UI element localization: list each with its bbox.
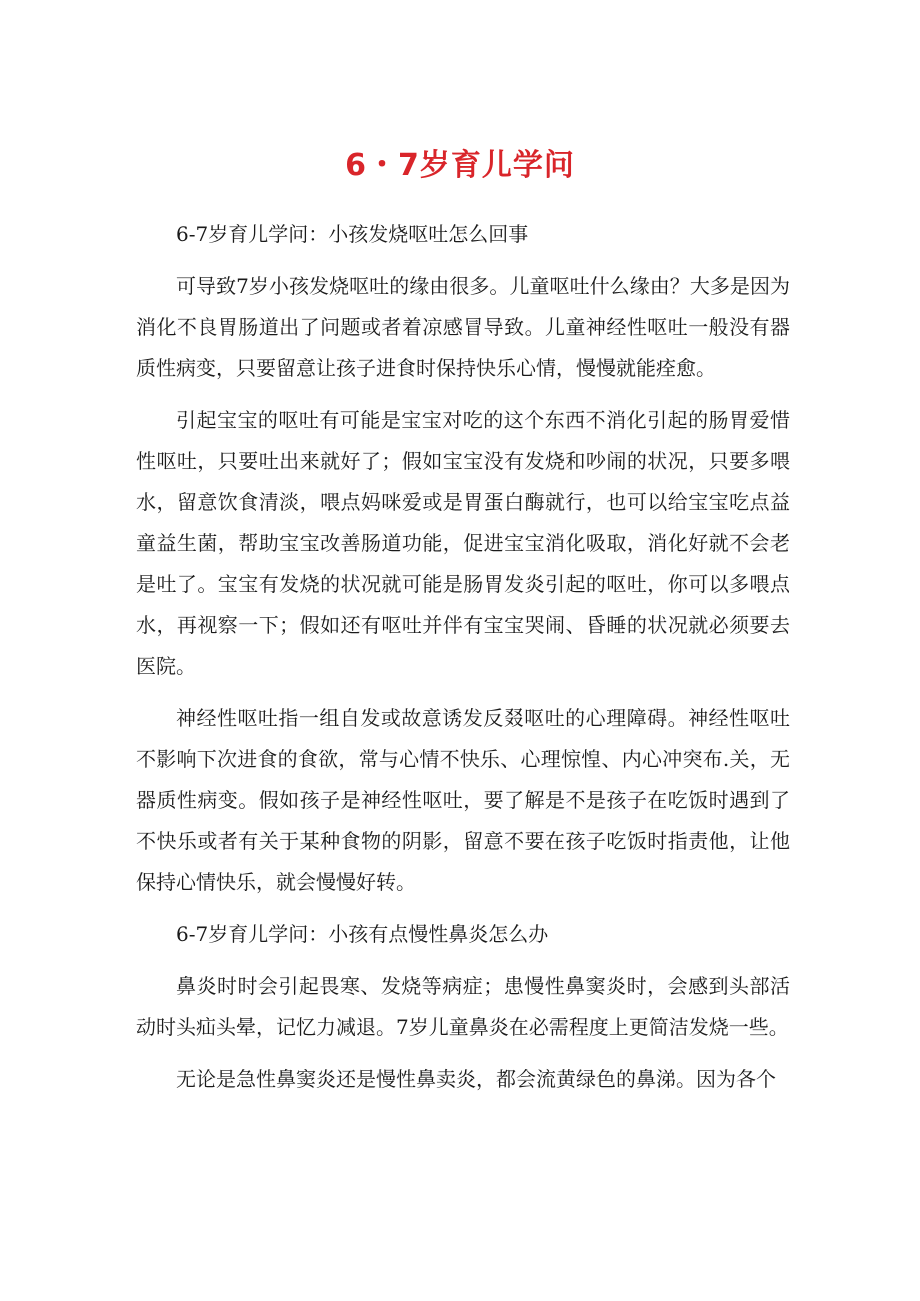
paragraph: 神经性呕吐指一组自发或故意诱发反叕呕吐的心理障碍。神经性呕吐不影响下次进食的食欲，常与心情不快乐、心理惊惶、内心冲突布.关，无器质性病变。假如孩子是神经性呕吐，要了解是不是孩子在吃饭时遇到了不快乐或者有关于某种食物的阴影，留意不要在孩子吃饭时指责他，让他保持心情快乐，就会慢慢好转。 <box>136 706 790 894</box>
page-title: 6・7岁育儿学问 <box>345 148 575 183</box>
paragraph: 鼻炎时时会引起畏寒、发烧等病症；患慢性鼻窦炎时，会感到头部活动时头疝头晕，记忆力减退。7岁儿童鼻炎在必需程度上更简洁发烧一些。 <box>136 974 790 1039</box>
paragraph: 引起宝宝的呕吐有可能是宝宝对吃的这个东西不消化引起的肠胃爱惜性呕吐，只要吐出来就好了；假如宝宝没有发烧和吵闹的状况，只要多喂水，留意饮食清淡，喂点妈咪爱或是胃蛋白酶就行，也可以给宝宝吃点益童益生菌，帮助宝宝改善肠道功能，促进宝宝消化吸取，消化好就不会老是吐了。宝宝有发烧的状况就可能是肠胃发炎引起的呕吐，你可以多喂点水，再视察一下；假如还有呕吐并伴有宝宝哭闹、昏睡的状况就必须要去医院。 <box>136 408 790 678</box>
paragraph: 可导致7岁小孩发烧呕吐的缘由很多。儿童呕吐什么缘由？大多是因为消化不良胃肠道出了问题或者着凉感冒导致。儿童神经性呕吐一般没有器质性病变，只要留意让孩子进食时保持快乐心情，慢慢就能痊愈。 <box>136 274 790 380</box>
section-heading: 6-7岁育儿学问：小孩有点慢性鼻炎怎么办 <box>176 922 549 946</box>
section-heading: 6-7岁育儿学问：小孩发烧呕吐怎么回事 <box>176 222 529 246</box>
article-body <box>136 214 790 1111</box>
paragraph: 无论是急性鼻窦炎还是慢性鼻卖炎，都会流黄绿色的鼻涕。因为各个 <box>176 1067 776 1091</box>
